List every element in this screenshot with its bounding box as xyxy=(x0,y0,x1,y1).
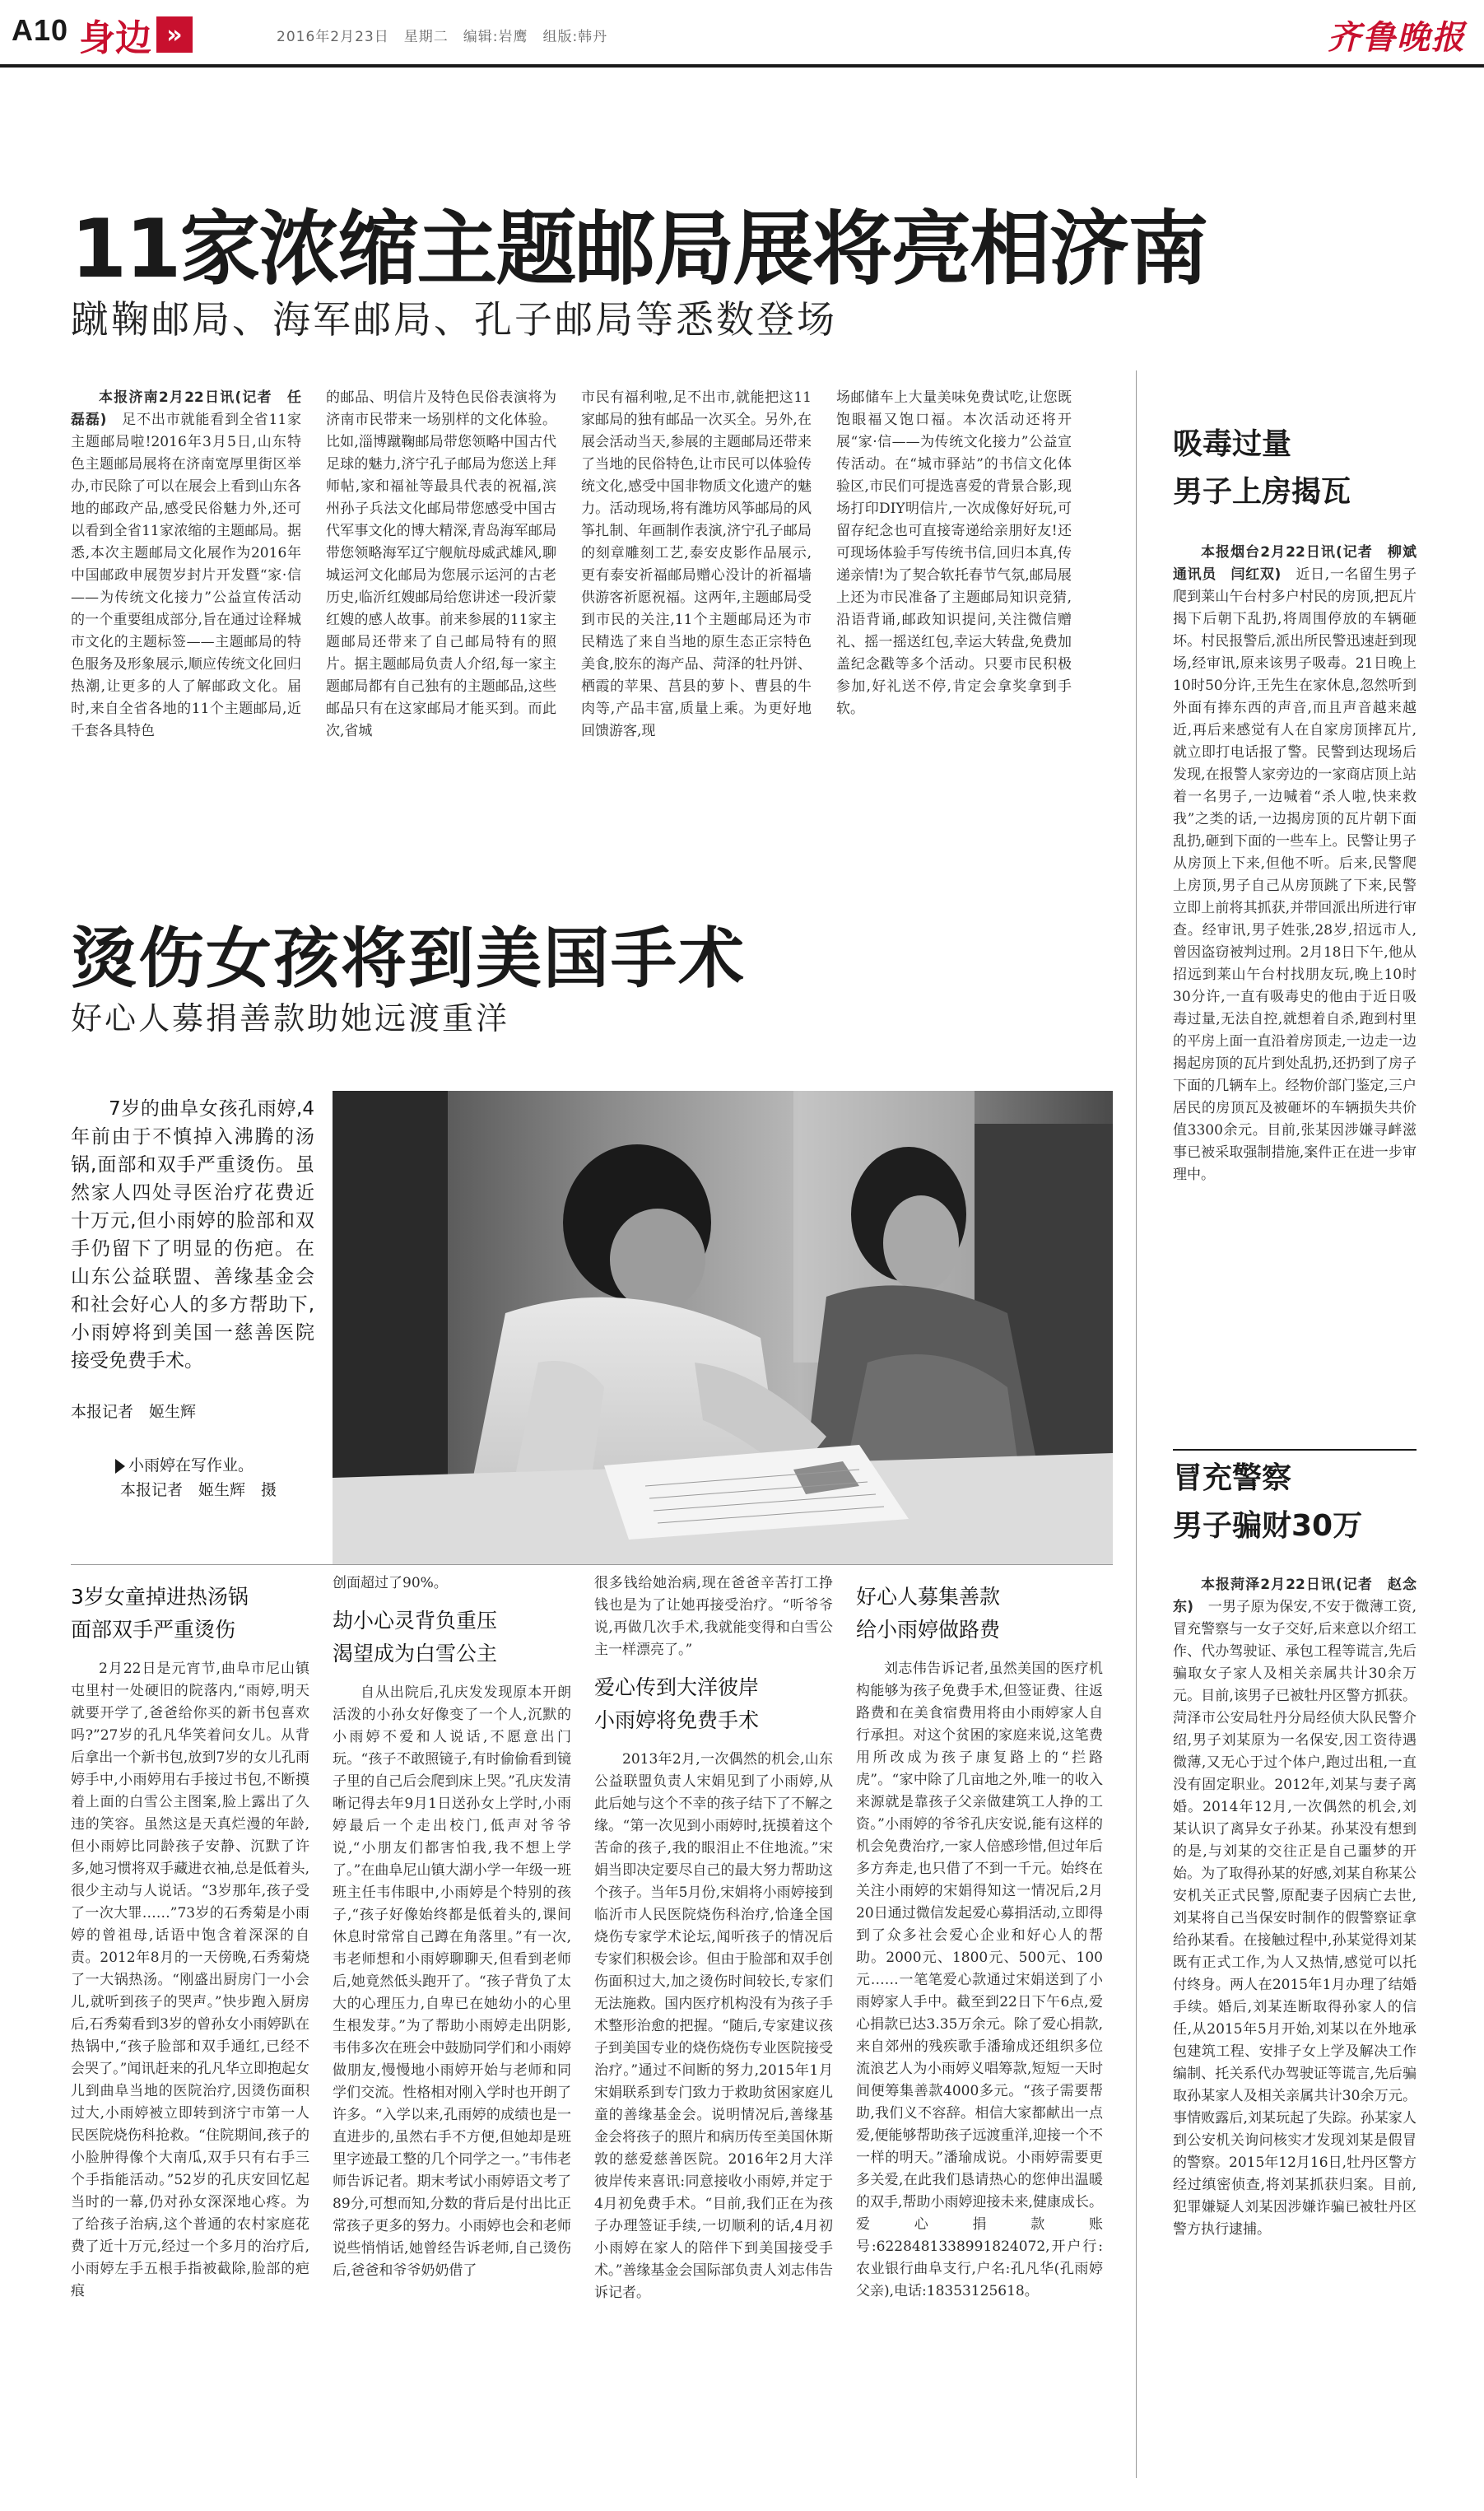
section-label xyxy=(79,12,193,58)
section-title: 身边 xyxy=(79,17,151,59)
story1-headline: 11家浓缩主题邮局展将亮相济南 xyxy=(71,203,1207,296)
chevron-right-icon: » xyxy=(156,16,193,53)
story1-byline: 本报济南2月22日讯(记者 任磊磊) xyxy=(71,389,301,428)
photo-caption: 小雨婷在写作业。 xyxy=(128,1456,254,1474)
brief2-text: 一男子原为保安,不安于微薄工资,冒充警察与一女子交好,后来意以介绍工作、代办驾驶证、承包工程等谎言,先后骗取女子家人及相关亲属共计30余万元。目前,该男子已被牡丹区警方抓获。菏泽市公安局牡丹分局经侦大队民警介绍,男子刘某原为一名保安,因工资待遇微薄,又无心于过个体户,跑过出租,一直没有固定职业。2012年,刘某与妻子离婚。2014年12月,一次偶然的机会,刘某认识了离异女子孙某。孙某没有想到的是,与刘某的交往正是自己噩梦的开始。为了取得孙某的好感,刘某自称某公安机关正式民警,原配妻子因病亡去世,刘某将自己当保安时制作的假警察证拿给孙某看。在接触过程中,孙某觉得刘某既有正式工作,为人又热情,感觉可以托付终身。两人在2015年1月办理了结婚手续。婚后,刘某连断取得孙家人的信任,从2015年5月开始,刘某以在外地承包建筑工程、安排子女上学及解决工作编制、托关系代办驾驶证等谎言,先后骗取孙某家人及相关亲属共计30余万元。事情败露后,刘某玩起了失踪。孙某家人到公安机关询问核实才发现刘某是假冒的警察。2015年12月16日,牡丹区警方经过缜密侦查,将刘某抓获归案。目前,犯罪嫌疑人刘某因涉嫌诈骗已被牡丹区警方执行逮捕。 xyxy=(1173,1599,1417,2238)
story2-section4-heading-1: 好心人募集善款 xyxy=(856,1585,1001,1609)
story1-text-2: 的邮品、明信片及特色民俗表演将为济南市民带来一场别样的文化体验。比如,淄博蹴鞠邮局带您领略中国古代足球的魅力,济宁孔子邮局为您送上拜师帖,家和福祉等最具代表的祝福,滨州孙子兵法文化邮局带您感受中国古代军事文化的博大精深,青岛海军邮局带您领略海军辽宁舰航母威武雄风,聊城运河文化邮局为您展示运河的古老历史,临沂红嫂邮局给您讲述一段沂蒙红嫂的感人故事。前来参展的11家主题邮局还带来了自己邮局特有的照片。据主题邮局负责人介绍,每一家主题邮局都有自己独有的主题邮品,这些邮品只有在这家邮局才能买到。而此次,省城 xyxy=(326,389,556,739)
story1-text-1: 足不出市就能看到全省11家主题邮局啦!2016年3月5日,山东特色主题邮局展将在济南宽厚里街区举办,市民除了可以在展会上看到山东各地的邮政产品,感受民俗魅力外,还可以看到全省11家浓缩的主题邮局。据悉,本次主题邮局文化展作为2016年中国邮政申展贺岁封片开发暨“家·信——为传统文化接力”公益宣传活动的一个重要组成部分,旨在通过诠释城市文化的主题标签——主题邮局的特色服务及形象展示,顺应传统文化回归热潮,让更多的人了解邮政文化。届时,来自全省各地的11个主题邮局,近千套各具特色 xyxy=(71,412,301,739)
story1-column-2 xyxy=(326,387,556,832)
story1-column-1 xyxy=(71,387,301,832)
story2-section2-prefix: 创面超过了90%。 xyxy=(333,1575,448,1591)
story2-section2-heading-2: 渴望成为白雪公主 xyxy=(333,1642,498,1665)
story2-section2-heading-1: 劫小心灵背负重压 xyxy=(333,1609,498,1633)
story2-section2-text: 自从出院后,孔庆发发现原本开朗活泼的小孙女好像变了一个人,沉默的小雨婷不爱和人说话,不愿意出门玩。“孩子不敢照镜子,有时偷偷看到镜子里的自己后会爬到床上哭。”孔庆发清晰记得去年9月1日送孙女上学时,小雨婷最后一个走出校门,低声对爷爷说,“小朋友们都害怕我,我不想上学了。”在曲阜尼山镇大湖小学一年级一班班主任韦伟眼中,小雨婷是个特别的孩子,“孩子好像始终都是低着头的,课间休息时常常自己蹲在角落里。”有一次,韦老师想和小雨婷聊聊天,但看到老师后,她竟然低头跑开了。“孩子背负了太大的心理压力,自卑已在她幼小的心里生根发芽。”为了帮助小雨婷走出阴影,韦伟多次在班会中鼓励同学们和小雨婷做朋友,慢慢地小雨婷开始与老师和同学们交流。性格相对刚入学时也开朗了许多。“入学以来,孔雨婷的成绩也是一直进步的,虽然右手不方便,但她却是班里字迹最工整的几个同学之一。”韦伟老师告诉记者。期末考试小雨婷语文考了89分,可想而知,分数的背后是付出比正常孩子更多的努力。小雨婷也会和老师说些悄悄话,她曾经告诉老师,自己烫伤后,爸爸和爷爷奶奶借了 xyxy=(333,1684,571,2279)
story2-section1-text: 2月22日是元宵节,曲阜市尼山镇屯里村一处硬旧的院落内,“雨婷,明天就要开学了,爸爸给你买的新书包喜欢吗?”27岁的孔凡华笑着问女儿。从背后拿出一个新书包,放到7岁的女儿孔雨婷手中,小雨婷用右手接过书包,不断摸着上面的白雪公主图案,脸上露出了久违的笑容。虽然这是天真烂漫的年龄,但小雨婷比同龄孩子安静、沉默了许多,她习惯将双手藏进衣袖,总是低着头,很少主动与人说话。“3岁那年,孩子受了一次大罪……”73岁的石秀菊是小雨婷的曾祖母,话语中饱含着深深的自责。2012年8月的一天傍晚,石秀菊烧了一大锅热汤。“刚盛出厨房门一小会儿,就听到孩子的哭声。”快步跑入厨房后,石秀菊看到3岁的曾孙女小雨婷趴在热锅中,“孩子脸部和双手通红,已经不会哭了。”闻讯赶来的孔凡华立即抱起女儿到曲阜当地的医院治疗,因烫伤面积过大,小雨婷被立即转到济宁市第一人民医院烧伤科抢救。“住院期间,孩子的小脸肿得像个大南瓜,双手只有右手三个手指能活动。”52岁的孔庆安回忆起当时的一幕,仍对孙女深深地心疼。为了给孩子治病,这个普通的农村家庭花费了近十万元,经过一个多月的治疗后,小雨婷左手五根手指被截除,脸部的疤痕 xyxy=(71,1661,309,2299)
brief2-byline: 本报菏泽2月22日讯(记者 赵念东) xyxy=(1173,1577,1417,1615)
story1-column-4 xyxy=(836,387,1072,832)
story2-section4-text: 刘志伟告诉记者,虽然美国的医疗机构能够为孩子免费手术,但签证费、往返路费和在美食宿费用将由小雨婷家人自行承担。对这个贫困的家庭来说,这笔费用所改成为孩子康复路上的“拦路虎”。“家中除了几亩地之外,唯一的收入来源就是靠孩子父亲做建筑工人挣的工资。”小雨婷的爷爷孔庆安说,能有这样的机会免费治疗,一家人倍感珍惜,但过年后多方奔走,也只借了不到一千元。始终在关注小雨婷的宋娟得知这一情况后,2月20日通过微信发起爱心募捐活动,立即得到了众多社会爱心企业和好心人的帮助。2000元、1800元、500元、100元……一笔笔爱心款通过宋娟送到了小雨婷家人手中。截至到22日下午6点,爱心捐款已达3.35万余元。除了爱心捐款,来自郊州的残疾歌手潘瑜成还组织多位流浪艺人为小雨婷义唱筹款,短短一天时间便筹集善款4000多元。“孩子需要帮助,我们义不容辞。相信大家都献出一点爱,便能够帮助孩子远渡重洋,迎接一个不一样的明天。”潘瑜成说。小雨婷需要更多关爱,在此我们恳请热心的您伸出温暖的双手,帮助小雨婷迎接未来,健康成长。爱心捐款账号:6228481338991824072,开户行:农业银行曲阜支行,户名:孔凡华(孔雨婷父亲),电话:18353125618。 xyxy=(856,1661,1103,2299)
story2-section4-heading-2: 给小雨婷做路费 xyxy=(856,1618,1001,1642)
story2-column-2 xyxy=(333,1572,571,2478)
story2-section3-heading-2: 小雨婷将免费手术 xyxy=(594,1708,760,1732)
photo-credit: 本报记者 姬生辉 摄 xyxy=(120,1481,277,1499)
story2-lead-text: 7岁的曲阜女孩孔雨婷,4年前由于不慎掉入沸腾的汤锅,面部和双手严重烫伤。虽然家人四处寻医治疗花费近十万元,但小雨婷的脸部和双手仍留下了明显的伤疤。在山东公益联盟、善缘基金会和社会好心人的多方帮助下,小雨婷将到美国一慈善医院接受免费手术。 xyxy=(71,1098,314,1372)
story2-section3-heading-1: 爱心传到大洋彼岸 xyxy=(594,1675,760,1699)
story1-subheadline: 蹴鞠邮局、海军邮局、孔子邮局等悉数登场 xyxy=(71,297,837,342)
brief1-byline: 本报烟台2月22日讯(记者 柳斌 通讯员 闫红双) xyxy=(1173,544,1431,583)
page-number: A10 xyxy=(12,13,69,47)
story2-column-4 xyxy=(856,1581,1103,2478)
story2-headline: 烫伤女孩将到美国手术 xyxy=(71,920,746,997)
brief2-headline-1: 冒充警察 xyxy=(1173,1461,1292,1495)
story2-section1-heading-1: 3岁女童掉进热汤锅 xyxy=(71,1585,249,1609)
story2-section3-prefix: 很多钱给她治病,现在爸爸辛苦打工挣钱也是为了让她再接受治疗。“听爷爷说,再做几次手术,我就能变得和白雪公主一样漂亮了。” xyxy=(594,1575,833,1658)
story2-column-1 xyxy=(71,1581,309,2478)
column-divider-lower xyxy=(1136,1556,1137,2478)
brief2-body xyxy=(1173,1574,1417,2463)
brief1-text: 近日,一名留生男子爬到莱山午台村多户村民的房顶,把瓦片揭下后朝下乱扔,将周围停放的车辆砸坏。村民报警后,派出所民警迅速赶到现场,经审讯,原来该男子吸毒。21日晚上10时50分许,王先生在家休息,忽然听到外面有捧东西的声音,而且声音越来越近,再后来感觉有人在自家房顶摔瓦片,就立即打电话报了警。民警到达现场后发现,在报警人家旁边的一家商店顶上站着一名男子,一边喊着“杀人啦,快来救我”之类的话,一边揭房顶的瓦片朝下面乱扔,砸到下面的一些车上。民警让男子从房顶上下来,但他不听。后来,民警爬上房顶,男子自己从房顶跳了下来,民警立即上前将其抓获,并带回派出所进行审查。经审讯,男子姓张,28岁,招远市人,曾因盗窃被判过刑。2月18日下午,他从招远到莱山午台村找朋友玩,晚上10时30分许,一直有吸毒史的他由于近日吸毒过量,无法自控,就想着自杀,跑到村里的平房上面一直沿着房顶走,一边走一边揭起房顶的瓦片到处乱扔,还扔到了房子下面的几辆车上。经物价部门鉴定,三户居民的房顶瓦及被砸坏的车辆损失共价值3300余元。目前,张某因涉嫌寻衅滋事已被采取强制措施,案件正在进一步审理中。 xyxy=(1173,566,1417,1183)
story2-subheadline: 好心人募捐善款助她远渡重洋 xyxy=(71,1000,510,1037)
brief2-headline-2: 男子骗财30万 xyxy=(1173,1509,1363,1543)
story2-section1-heading-2: 面部双手严重烫伤 xyxy=(71,1618,236,1642)
photo-caption-block xyxy=(115,1453,329,1502)
story1-text-4: 场邮储车上大量美味免费试吃,让您既饱眼福又饱口福。本次活动还将开展“家·信——为传统文化接力”公益宣传活动。在“城市驿站”的书信文化体验区,市民们可提选喜爱的背景合影,现场打印DIY明信片,一次成像好好玩,可留存纪念也可直接寄递给亲朋好友!还可现场体验手写传统书信,回归本真,传递亲情!为了契合软托春节气氛,邮局展上还为市民准备了主题邮局知识竞猜,沿语背诵,邮政知识提问,关注微信赠礼、摇一摇送红包,幸运大转盘,免费加盖纪念戳等多个活动。只要市民积极参加,好礼送不停,肯定会拿奖拿到手软。 xyxy=(836,389,1072,717)
story1-column-3 xyxy=(581,387,812,832)
photo-bottom-rule xyxy=(71,1564,1113,1565)
caption-triangle-icon xyxy=(115,1459,125,1474)
story1-text-3: 市民有福利啦,足不出市,就能把这11家邮局的独有邮品一次买全。另外,在展会活动当天,参展的主题邮局还带来了当地的民俗特色,让市民可以体验传统文化,感受中国非物质文化遗产的魅力。活动现场,将有潍坊风筝邮局的风筝扎制、年画制作表演,济宁孔子邮局的刻章雕刻工艺,泰安皮影作品展示,更有泰安祈福邮局赠心没计的祈福墙供游客祈愿祝福。这两年,主题邮局受到市民的关注,11个主题邮局还为市民精选了来自当地的原生态正宗特色美食,胶东的海产品、菏泽的牡丹饼、栖霞的苹果、莒县的萝卜、曹县的牛肉等,产品丰富,质量上乘。为更好地回馈游客,现 xyxy=(581,389,812,739)
column-divider xyxy=(1136,370,1137,1556)
dateline: 2016年2月23日 星期二 编辑:岩鹰 组版:韩丹 xyxy=(277,29,608,45)
newspaper-logo: 齐鲁晚报 xyxy=(1328,18,1466,57)
brief-divider xyxy=(1173,1449,1417,1451)
story2-column-3 xyxy=(594,1572,833,2478)
brief1-headline-2: 男子上房揭瓦 xyxy=(1173,475,1351,509)
story2-lead xyxy=(71,1095,314,1375)
story2-reporter: 本报记者 姬生辉 xyxy=(71,1403,197,1421)
news-photo xyxy=(333,1091,1113,1564)
brief1-body xyxy=(1173,542,1431,1439)
photo-illustration xyxy=(333,1091,1113,1564)
masthead-rule xyxy=(0,64,1484,68)
brief1-headline-1: 吸毒过量 xyxy=(1173,427,1292,461)
story2-section3-text: 2013年2月,一次偶然的机会,山东公益联盟负责人宋娟见到了小雨婷,从此后她与这个不幸的孩子结下了不解之缘。“第一次见到小雨婷时,抚摸着这个苦命的孩子,我的眼泪止不住地流。”宋娟当即决定要尽自己的最大努力帮助这个孩子。当年5月份,宋娟将小雨婷接到临沂市人民医院烧伤科治疗,恰逢全国烧伤专家学术论坛,闻听孩子的情况后专家们积极会诊。但由于脸部和双手创伤面积过大,加之烫伤时间较长,专家们无法施救。国内医疗机构没有为孩子手术整形治愈的把握。“随后,专家建议孩子到美国专业的烧伤烧伤专业医院接受治疗。”通过不间断的努力,2015年1月宋娟联系到专门致力于救助贫困家庭儿童的善缘基金会。说明情况后,善缘基金会将孩子的照片和病历传至美国休斯敦的慈爱慈善医院。2016年2月大洋彼岸传来喜讯:同意接收小雨婷,并定于4月初免费手术。“目前,我们正在为孩子办理签证手续,一切顺利的话,4月初小雨婷在家人的陪伴下到美国接受手术。”善缘基金会国际部负责人刘志伟告诉记者。 xyxy=(594,1751,833,2301)
